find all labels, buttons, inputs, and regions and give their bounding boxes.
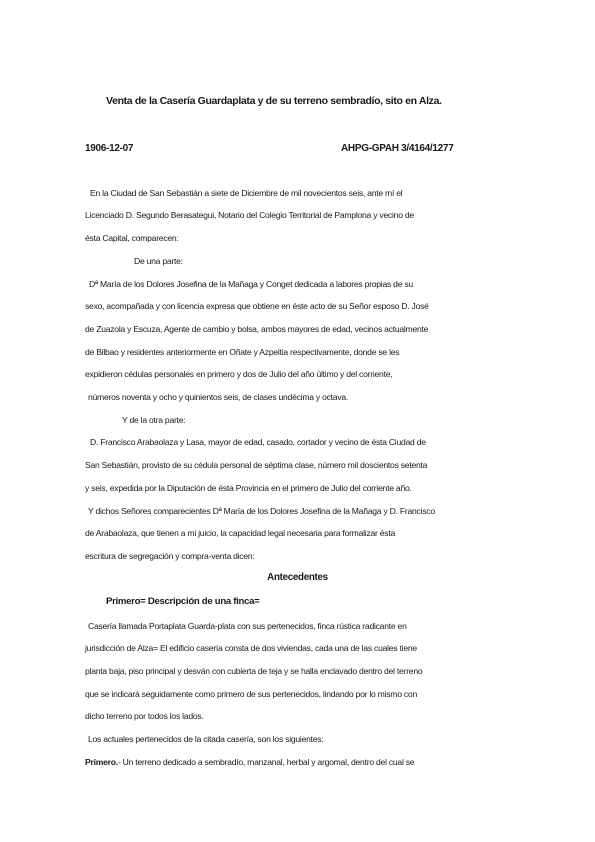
paragraph-line: y seis, expedida por la Diputación de ésta Provincia en el primero de Julio del corriente año. xyxy=(85,483,412,493)
paragraph-line: Casería llamada Portaplata Guarda-plata con sus pertenecidos, finca rústica radicante en xyxy=(88,621,407,631)
paragraph-line: de Zuazola y Escuza, Agente de cambio y bolsa, ambos mayores de edad, vecinos actualmente xyxy=(85,324,429,334)
paragraph-line: En la Ciudad de San Sebastián a siete de Diciembre de mil novecientos seis, ante mí el xyxy=(90,188,403,198)
paragraph-line: Los actuales pertenecidos de la citada casería, son los siguientes: xyxy=(88,734,324,744)
paragraph-line: que se indicará seguidamente como primero de sus pertenecidos, lindando por lo mismo con xyxy=(85,689,417,699)
item-label: Primero. xyxy=(85,757,118,767)
paragraph-line: sexo, acompañada y con licencia expresa que obtiene en éste acto de su Señor esposo D. José xyxy=(85,301,429,311)
paragraph-line: de Arabaolaza, que tienen a mi juicio, la capacidad legal necesaria para formalizar ésta xyxy=(85,528,396,538)
paragraph-line: Y dichos Señores comparecientes Dª María de los Dolores Josefina de la Mañaga y D. Francisco xyxy=(88,506,435,516)
paragraph-line: Dª María de los Dolores Josefina de la Mañaga y Conget dedicada a labores propias de su xyxy=(89,279,413,289)
document-date: 1906-12-07 xyxy=(85,143,134,154)
paragraph-line: números noventa y ocho y quinientos seis, de clases undécima y octava. xyxy=(88,392,349,402)
paragraph-line: de Bilbao y residentes anteriormente en Oñate y Azpeitia respectivamente, donde se les xyxy=(85,347,400,357)
paragraph-line: De una parte: xyxy=(134,256,183,266)
paragraph-line: planta baja, piso principal y desván con cubierta de teja y se halla enclavado dentro del terreno xyxy=(85,666,423,676)
document-title: Venta de la Casería Guardaplata y de su terreno sembradío, sito en Alza. xyxy=(106,95,442,107)
paragraph-line: jurisdicción de Alza= El edificio casería consta de dos viviendas, cada una de las cuales tiene xyxy=(85,643,417,653)
paragraph-line xyxy=(85,757,414,768)
item-text: - Un terreno dedicado a sembradío, manzanal, herbal y argomal, dentro del cual se xyxy=(117,757,415,767)
paragraph-line: San Sebastián, provisto de su cédula personal de séptima clase, número mil doscientos setenta xyxy=(85,460,428,470)
subsection-heading: Primero= Descripción de una finca= xyxy=(106,596,260,607)
paragraph-line: expidieron cédulas personales en primero y dos de Julio del año último y del corriente, xyxy=(85,369,393,379)
paragraph-line: ésta Capital, comparecen: xyxy=(85,233,179,243)
paragraph-line: Y de la otra parte: xyxy=(122,415,186,425)
paragraph-line: D. Francisco Arabaolaza y Lasa, mayor de edad, casado, cortador y vecino de ésta Ciudad de xyxy=(90,437,426,447)
paragraph-line: Licenciado D. Segundo Berasategui, Notario del Colegio Territorial de Pamplona y vecino de xyxy=(85,210,414,220)
archive-reference: AHPG-GPAH 3/4164/1277 xyxy=(341,143,454,154)
paragraph-line: dicho terreno por todos los lados. xyxy=(85,711,204,721)
section-heading: Antecedentes xyxy=(267,572,328,583)
paragraph-line: escritura de segregación y compra-venta dicen: xyxy=(85,551,255,561)
